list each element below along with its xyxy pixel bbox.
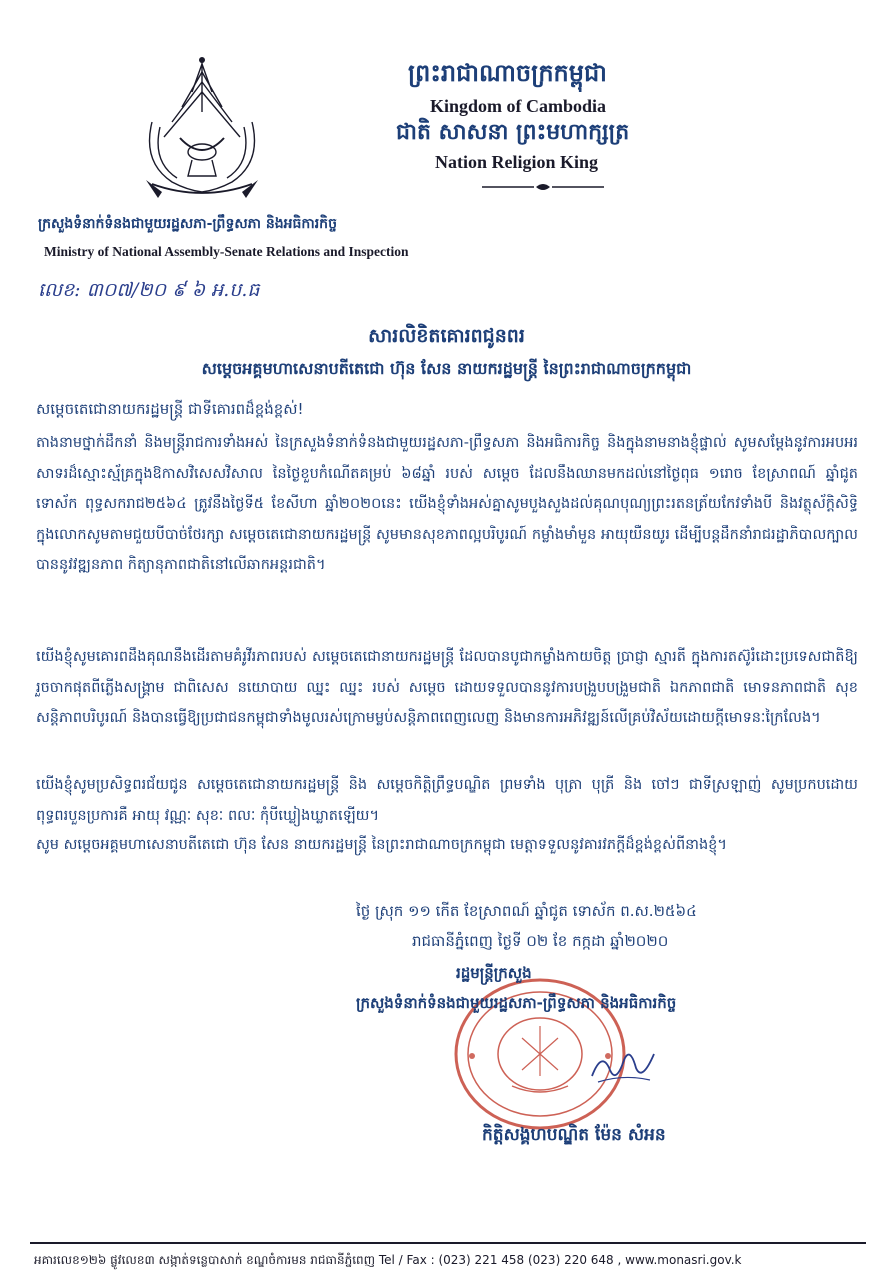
footer-contact: អគារលេខ១២៦ ផ្លូវលេខ៣ សង្កាត់ទន្លេបាសាក់ ខណ្ឌចំការមន រាជធានីភ្នំពេញ Tel / Fax : (023) 221 458 (023) 220 648 , www.monasri.gov.k [34,1253,742,1267]
body-paragraph: យើងខ្ញុំសូមប្រសិទ្ធពរជ័យជូន សម្តេចតេជោនាយករដ្ឋមន្ត្រី និង សម្តេចកិត្តិព្រឹទ្ធបណ្ឌិត ព្រមទាំង បុត្រា បុត្រី និង ចៅៗ ជាទីស្រឡាញ់ សូមប្រកបដោយពុទ្ធពរបួនប្រការគឺ អាយុ វណ្ណៈ សុខៈ ពលៈ កុំបីឃ្លៀងឃ្លាតឡើយ។ [36,777,858,824]
body-paragraph: សូម សម្តេចអគ្គមហាសេនាបតីតេជោ ហ៊ុន សែន នាយករដ្ឋមន្ត្រី នៃព្រះរាជាណាចក្រកម្ពុជា មេត្តាទទួលនូវគារវភក្តីដ៏ខ្ពង់ខ្ពស់ពីនាងខ្ញុំ។ [36,837,727,853]
letter-subtitle: សម្តេចអគ្គមហាសេនាបតីតេជោ ហ៊ុន សែន នាយករដ្ឋមន្ត្រី នៃព្រះរាជាណាចក្រកម្ពុជា [201,359,692,378]
ornamental-divider [478,182,608,192]
kingdom-title-khmer: ព្រះរាជាណាចក្រកម្ពុជា [408,59,607,87]
signer-name: កិត្តិសង្គហបណ្ឌិត ម៉ែន សំអន [482,1125,666,1145]
reference-number: លេខ: ៣០៧/២០ ៩ ៦ អ.ប.ធ [38,279,260,301]
motto-khmer: ជាតិ សាសនា ព្រះមហាក្សត្រ [396,120,630,145]
handwritten-signature [588,1040,658,1090]
date-solar: រាជធានីភ្នំពេញ ថ្ងៃទី ០២ ខែ កក្កដា ឆ្នាំ២០២០ [412,932,669,950]
signatory-role: រដ្ឋមន្ត្រីក្រសួង [456,964,532,982]
body-paragraph: តាងនាមថ្នាក់ដឹកនាំ និងមន្ត្រីរាជការទាំងអស់ នៃក្រសួងទំនាក់ទំនងជាមួយរដ្ឋសភា-ព្រឹទ្ធសភា និងអធិការកិច្ច និងក្នុងនាមនាងខ្ញុំផ្ទាល់ សូមសម្តែងនូវការអបអរសាទរដ៏ស្មោះស្ម័គ្រក្នុងឱកាសវិសេសវិសាល នៃថ្ងៃខួបកំណើតគម្រប់ ៦៨ឆ្នាំ របស់ សម្តេច ដែលនឹងឈានមកដល់នៅថ្ងៃពុធ ១រោច ខែស្រាពណ៍ ឆ្នាំជូត ទោស័ក ពុទ្ធសករាជ២៥៦៤ ត្រូវនឹងថ្ងៃទី៥ ខែសីហា ឆ្នាំ២០២០នេះ យើងខ្ញុំទាំងអស់គ្នាសូមបួងសួងដល់គុណបុណ្យព្រះរតនត្រ័យកែវទាំងបី និងវត្ថុស័ក្តិសិទ្ធិក្នុងលោកសូមតាមជួយបីបាច់ថែរក្សា សម្តេចតេជោនាយករដ្ឋមន្ត្រី សូមមានសុខភាពល្អបរិបូរណ៍ កម្លាំងមាំមួន អាយុយឺនយូរ ដើម្បីបន្តដឹកនាំរាជរដ្ឋាភិបាលក្បាលបាននូវវឌ្ឍនភាព កិត្យានុភាពជាតិនៅលើឆាកអន្តរជាតិ។ [36,435,858,573]
body-paragraph: យើងខ្ញុំសូមគោរពដឹងគុណនឹងដើរតាមគំរូវីរភាពរបស់ សម្តេចតេជោនាយករដ្ឋមន្ត្រី ដែលបានបូជាកម្លាំងកាយចិត្ត ប្រាជ្ញា ស្មារតី ក្នុងការតស៊ូរំដោះប្រទេសជាតិឱ្យរួចចាកផុតពីភ្លើងសង្គ្រាម ជាពិសេស នយោបាយ ឈ្នះ ឈ្នះ របស់ សម្តេច ដោយទទួលបាននូវការបង្រួបបង្រួមជាតិ ឯកភាពជាតិ មោទនភាពជាតិ សុខសន្តិភាពបរិបូរណ៍ និងបានធ្វើឱ្យប្រជាជនកម្ពុជាទាំងមូលរស់ក្រោមម្លប់សន្តិភាពពេញលេញ និងមានការអភិវឌ្ឍន៍លើគ្រប់វិស័យដោយក្តីមោទនៈក្រៃលែង។ [36,649,858,726]
signatory-ministry: ក្រសួងទំនាក់ទំនងជាមួយរដ្ឋសភា-ព្រឹទ្ធសភា និងអធិការកិច្ច [356,994,677,1012]
motto-english: Nation Religion King [435,152,599,172]
ministry-emblem-logo [132,52,272,212]
kingdom-title-english: Kingdom of Cambodia [430,96,607,116]
ministry-name-khmer: ក្រសួងទំនាក់ទំនងជាមួយរដ្ឋសភា-ព្រឹទ្ធសភា និងអធិការកិច្ច [38,216,337,232]
letter-title: សារលិខិតគោរពជូនពរ [368,325,525,347]
footer-divider [30,1242,866,1244]
salutation: សម្តេចតេជោនាយករដ្ឋមន្ត្រី ជាទីគោរពដ៏ខ្ពង់ខ្ពស់! [36,400,304,418]
ministry-name-english: Ministry of National Assembly-Senate Relations and Inspection [44,244,409,259]
date-lunar: ថ្ងៃ ស្រុក ១១ កើត ខែស្រាពណ៍ ឆ្នាំជូត ទោស័ក ព.ស.២៥៦៤ [356,902,697,920]
